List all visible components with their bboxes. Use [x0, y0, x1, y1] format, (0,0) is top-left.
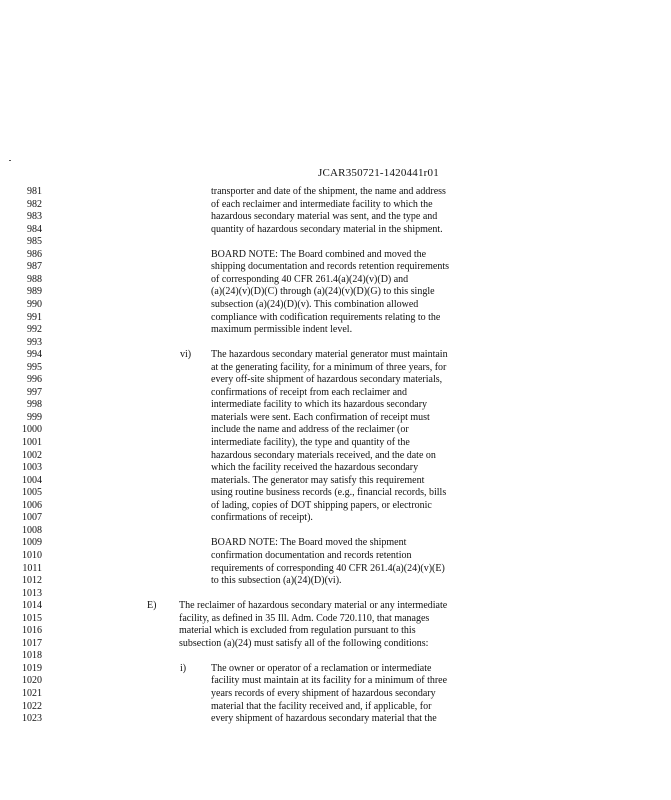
line-text: every off-site shipment of hazardous secondary materials,: [211, 374, 443, 386]
line-number: 999: [27, 411, 42, 423]
line-number: 987: [27, 261, 42, 273]
text-line: [0, 324, 671, 336]
text-line: [0, 437, 671, 449]
line-number: 988: [27, 273, 42, 285]
text-line: [0, 312, 671, 324]
text-line: [0, 512, 671, 524]
line-text: compliance with codification requirements relating to the: [211, 311, 441, 323]
line-number: 1004: [22, 474, 42, 486]
text-line: [0, 563, 671, 575]
text-line: [0, 663, 671, 675]
line-text: of corresponding 40 CFR 261.4(a)(24)(v)(D) and: [211, 273, 409, 285]
line-text: material that the facility received and, if applicable, for: [211, 700, 432, 712]
line-number: 981: [27, 186, 42, 197]
text-line: [0, 688, 671, 700]
line-number: 991: [27, 311, 42, 323]
text-line: [0, 625, 671, 637]
line-number: 1000: [22, 424, 42, 436]
text-line: [0, 424, 671, 436]
line-number: 1016: [22, 625, 42, 637]
text-line: [0, 261, 671, 273]
line-number: 982: [27, 198, 42, 210]
line-number: 990: [27, 298, 42, 310]
text-line: [0, 525, 671, 537]
line-text: materials. The generator may satisfy this requirement: [211, 474, 425, 486]
line-number: 983: [27, 211, 42, 223]
line-number: 996: [27, 374, 42, 386]
text-line: [0, 701, 671, 713]
line-text: intermediate facility to which its hazardous secondary: [211, 399, 428, 411]
line-text: which the facility received the hazardous secondary: [211, 462, 419, 474]
document-id-header: JCAR350721-1420441r01: [318, 167, 439, 179]
line-number: 1013: [22, 587, 42, 599]
text-line: [0, 399, 671, 411]
text-line: [0, 224, 671, 236]
line-number: 992: [27, 324, 42, 336]
line-text: of lading, copies of DOT shipping papers, or electronic: [211, 499, 432, 511]
text-line: [0, 249, 671, 261]
text-line: [0, 550, 671, 562]
text-line: [0, 387, 671, 399]
line-text: hazardous secondary material was sent, and the type and: [211, 211, 438, 223]
text-line: [0, 537, 671, 549]
line-number: 986: [27, 248, 42, 260]
line-text: facility must maintain at its facility for a minimum of three: [211, 675, 448, 687]
line-text: shipping documentation and records retention requirements: [211, 261, 449, 273]
text-line: [0, 299, 671, 311]
text-line: [0, 675, 671, 687]
text-line: [0, 462, 671, 474]
line-text: transporter and date of the shipment, the name and address: [211, 186, 446, 197]
text-line: [0, 500, 671, 512]
text-line: [0, 412, 671, 424]
line-number: 1007: [22, 512, 42, 524]
text-line: [0, 450, 671, 462]
line-number: 995: [27, 361, 42, 373]
line-number: 1008: [22, 524, 42, 536]
line-number: 1003: [22, 462, 42, 474]
text-line: [0, 588, 671, 600]
line-number: 984: [27, 223, 42, 235]
line-text: using routine business records (e.g., financial records, bills: [211, 487, 447, 499]
text-line: [0, 362, 671, 374]
line-text: (a)(24)(v)(D)(C) through (a)(24)(v)(D)(G) to this single: [211, 286, 435, 298]
text-line: [0, 475, 671, 487]
line-text: of each reclaimer and intermediate facility to which the: [211, 198, 433, 210]
text-line: [0, 374, 671, 386]
line-text: at the generating facility, for a minimum of three years, for: [211, 361, 447, 373]
line-text: to this subsection (a)(24)(D)(vi).: [211, 575, 342, 587]
list-marker: E): [147, 600, 157, 612]
line-number: 1001: [22, 437, 42, 448]
line-number: 1023: [22, 713, 42, 725]
line-text: The owner or operator of a reclamation or intermediate: [211, 662, 432, 674]
line-number: 1020: [22, 675, 42, 687]
line-number: 1006: [22, 499, 42, 511]
line-number: 994: [27, 349, 42, 361]
line-number: 1011: [22, 562, 42, 574]
text-line: [0, 487, 671, 499]
line-number: 1022: [22, 700, 42, 712]
line-number: 985: [27, 236, 42, 248]
list-marker: i): [180, 662, 187, 674]
line-number: 998: [27, 399, 42, 411]
line-text: confirmations of receipt).: [211, 512, 313, 524]
line-number: 993: [27, 336, 42, 348]
text-line: [0, 211, 671, 223]
text-line: [0, 650, 671, 662]
line-number: 1018: [22, 650, 42, 662]
line-text: include the name and address of the reclaimer (or: [211, 424, 409, 436]
text-line: [0, 600, 671, 612]
line-text: intermediate facility), the type and quantity of the: [211, 437, 410, 448]
line-number: 1012: [22, 575, 42, 587]
line-number: 1015: [22, 612, 42, 624]
line-number: 1014: [22, 600, 42, 612]
line-number: 1021: [22, 688, 42, 699]
line-text: The hazardous secondary material generator must maintain: [211, 349, 448, 361]
line-text: The reclaimer of hazardous secondary material or any intermediate: [179, 600, 448, 612]
line-text: requirements of corresponding 40 CFR 261.4(a)(24)(v)(E): [211, 562, 445, 574]
line-text: maximum permissible indent level.: [211, 324, 353, 336]
line-text: BOARD NOTE: The Board moved the shipment: [211, 537, 407, 549]
text-line: [0, 199, 671, 211]
line-text: facility, as defined in 35 Ill. Adm. Code 720.110, that manages: [179, 612, 430, 624]
line-text: quantity of hazardous secondary material in the shipment.: [211, 223, 443, 235]
list-marker: vi): [180, 349, 192, 361]
text-line: [0, 236, 671, 248]
text-line: [0, 186, 671, 198]
line-number: 989: [27, 286, 42, 298]
text-line: [0, 274, 671, 286]
line-text: BOARD NOTE: The Board combined and moved the: [211, 248, 427, 260]
line-number: 1010: [22, 549, 42, 561]
line-text: hazardous secondary materials received, and the date on: [211, 449, 436, 461]
text-line: [0, 349, 671, 361]
line-number: 1017: [22, 637, 42, 649]
scan-speck: [9, 160, 11, 161]
line-text: material which is excluded from regulation pursuant to this: [179, 625, 416, 637]
text-line: [0, 337, 671, 349]
line-text: confirmations of receipt from each reclaimer and: [211, 386, 408, 398]
text-line: [0, 286, 671, 298]
line-number: 1019: [22, 662, 42, 674]
line-text: materials were sent. Each confirmation of receipt must: [211, 411, 430, 423]
line-text: confirmation documentation and records retention: [211, 549, 412, 561]
line-text: years records of every shipment of hazardous secondary: [211, 688, 436, 699]
text-line: [0, 638, 671, 650]
line-text: every shipment of hazardous secondary material that the: [211, 713, 437, 725]
text-line: [0, 613, 671, 625]
line-text: subsection (a)(24)(D)(v). This combination allowed: [211, 298, 419, 310]
line-number: 1005: [22, 487, 42, 499]
line-number: 1009: [22, 537, 42, 549]
text-line: [0, 713, 671, 725]
text-line: [0, 575, 671, 587]
line-number: 997: [27, 386, 42, 398]
line-number: 1002: [22, 449, 42, 461]
line-text: subsection (a)(24) must satisfy all of the following conditions:: [179, 637, 429, 649]
